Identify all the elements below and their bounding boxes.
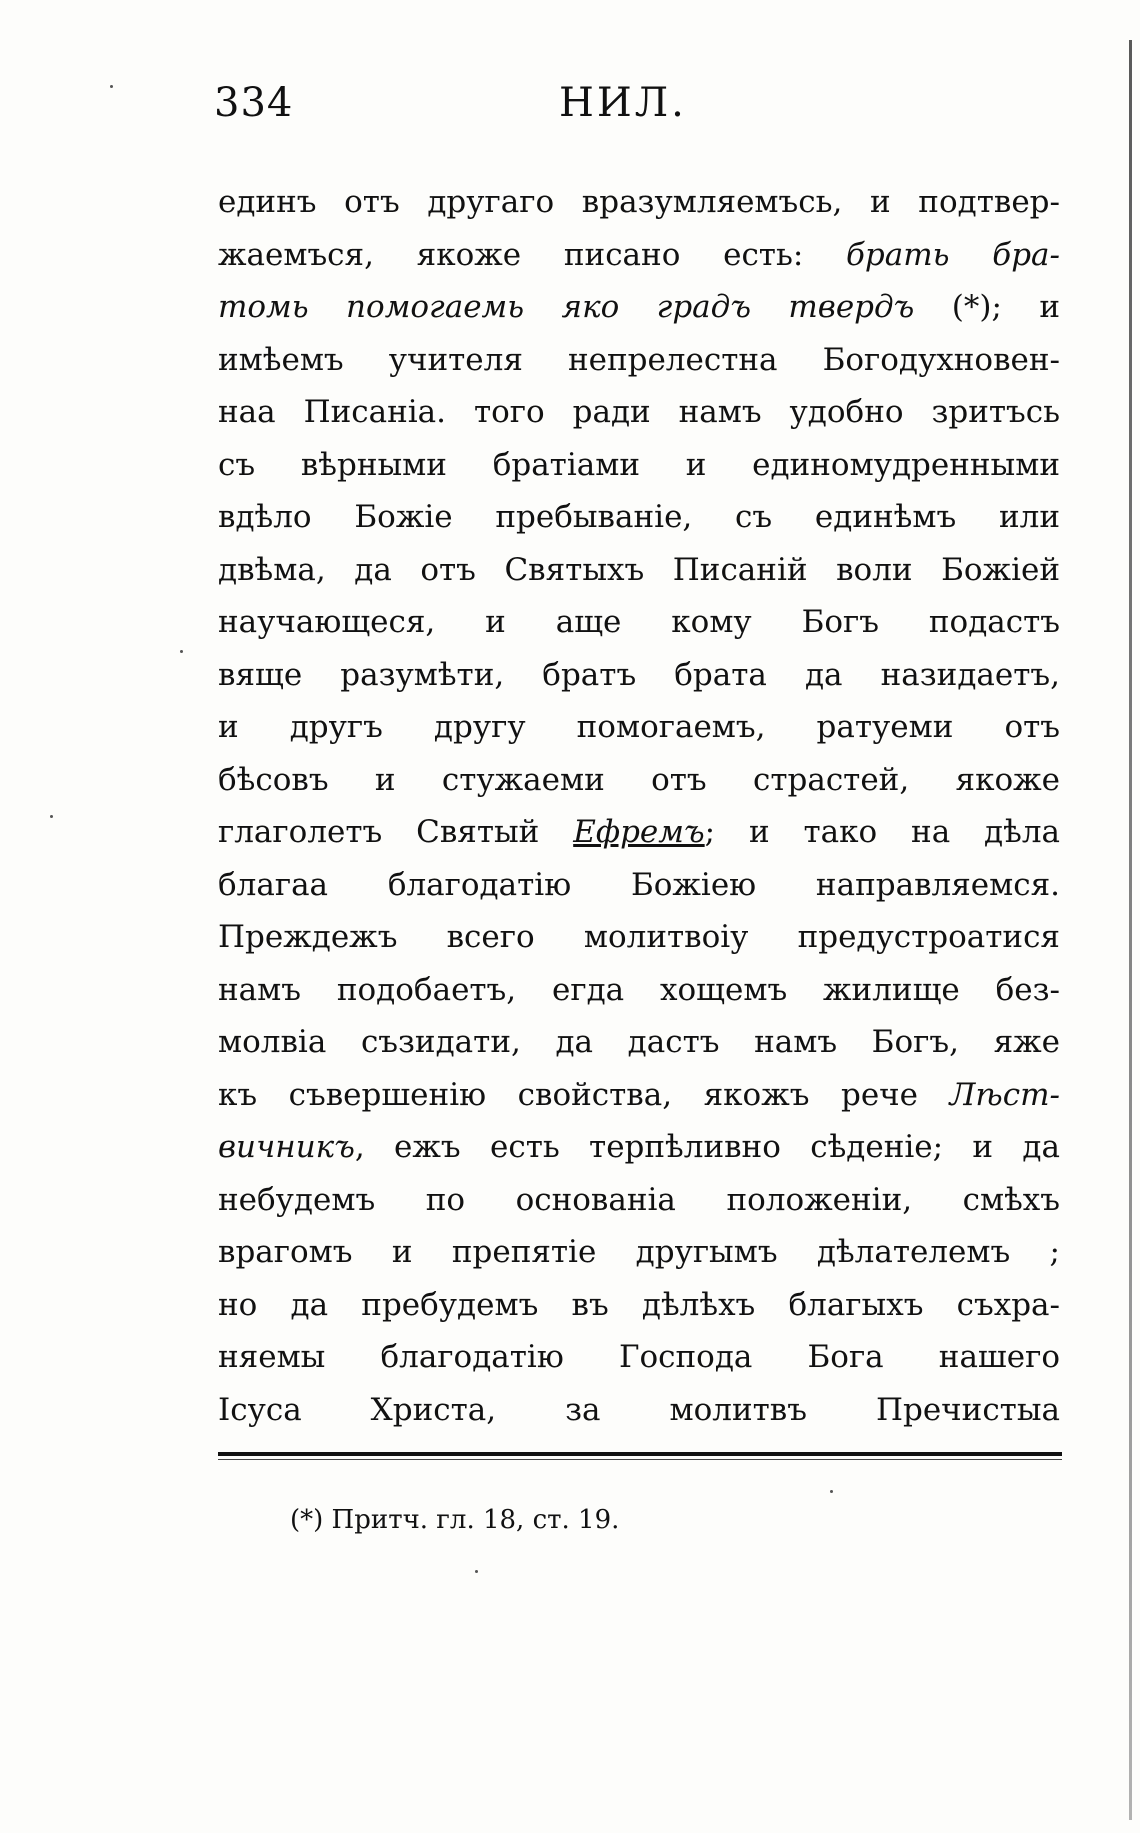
running-head: НИЛ. xyxy=(559,80,687,126)
scan-speck xyxy=(180,650,183,653)
text-line xyxy=(218,701,1060,754)
page-number: 334 xyxy=(214,80,294,126)
text-line xyxy=(218,439,1060,492)
text-run: ; и тако на дѣла xyxy=(704,814,1060,850)
text-line xyxy=(218,911,1060,964)
scan-speck xyxy=(475,1570,478,1573)
text-run: научающеся, и аще кому Богъ подастъ xyxy=(218,604,1060,640)
text-run: благаа благодатію Божіею направляемся. xyxy=(218,866,1060,903)
text-run: и другъ другу помогаемъ, ратуеми отъ xyxy=(218,709,1060,745)
text-run: двѣма, да отъ Святыхъ Писаній воли Божіей xyxy=(218,551,1060,588)
text-line xyxy=(218,1069,1060,1122)
footnote: (*) Притч. гл. 18, ст. 19. xyxy=(290,1505,620,1535)
text-line xyxy=(218,281,1060,334)
text-line xyxy=(218,859,1060,912)
author-name-italic: вичникъ xyxy=(218,1129,355,1165)
text-run: съ вѣрными братіами и единомудренными xyxy=(218,446,1060,483)
text-run: но да пребудемъ въ дѣлѣхъ благыхъ съхра- xyxy=(218,1286,1060,1323)
text-run: бѣсовъ и стужаеми отъ страстей, якоже xyxy=(218,761,1060,798)
text-line xyxy=(218,229,1060,282)
quotation-italic: брать бра- xyxy=(846,236,1060,273)
scan-speck xyxy=(110,85,113,88)
text-run: Преждежъ всего молитвоіу предустроатися xyxy=(218,919,1060,955)
text-run: намъ подобаетъ, егда хощемъ жилище без- xyxy=(218,971,1060,1008)
footnote-separator-thin-rule xyxy=(218,1459,1062,1460)
text-run: наа Писаніа. того ради намъ удобно зритъсь xyxy=(218,394,1060,430)
text-run: Ісуса Христа, за молитвъ Пречистыа xyxy=(218,1391,1060,1428)
text-run: единъ отъ другаго вразумляемъсь, и подтвер- xyxy=(218,184,1060,220)
footnote-reference: (*); и xyxy=(914,289,1060,325)
text-run: къ съвершенію свойства, якожъ рече xyxy=(218,1076,950,1113)
text-run: няемы благодатію Господа Бога нашего xyxy=(218,1339,1060,1375)
quotation-italic: томь помогаемь яко градъ твердъ xyxy=(218,289,915,325)
page-edge-shadow xyxy=(1129,40,1132,1820)
text-run: молвіа съзидати, да дастъ намъ Богъ, яже xyxy=(218,1024,1060,1060)
text-line xyxy=(218,1121,1060,1174)
text-run: , ежъ есть терпѣливно сѣденіе; и да xyxy=(354,1129,1060,1165)
text-run: глаголетъ Святый xyxy=(218,814,574,850)
text-line xyxy=(218,176,1060,229)
scan-speck xyxy=(830,1490,833,1493)
text-run: вяще разумѣти, братъ брата да назидаетъ, xyxy=(218,656,1060,693)
text-line xyxy=(218,754,1060,807)
text-line xyxy=(218,334,1060,387)
text-run: небудемъ по основаніа положеніи, смѣхъ xyxy=(218,1181,1060,1218)
page-header xyxy=(214,80,1064,140)
text-line xyxy=(218,386,1060,439)
author-name-italic: Лѣст- xyxy=(949,1076,1060,1113)
text-line xyxy=(218,1279,1060,1332)
text-line xyxy=(218,964,1060,1017)
text-line xyxy=(218,1331,1060,1384)
text-line xyxy=(218,806,1060,859)
text-run: жаемъся, якоже писано есть: xyxy=(218,236,847,273)
text-line xyxy=(218,1016,1060,1069)
footnote-separator-rule xyxy=(218,1452,1062,1456)
text-run: имѣемъ учителя непрелестна Богодухновен- xyxy=(218,341,1060,378)
author-name-italic: Ефремъ xyxy=(573,814,705,850)
text-run: врагомъ и препятіе другымъ дѣлателемъ ; xyxy=(218,1234,1060,1270)
text-line xyxy=(218,491,1060,544)
text-line xyxy=(218,1226,1060,1279)
body-text xyxy=(218,176,1060,1436)
text-line xyxy=(218,1384,1060,1437)
scan-speck xyxy=(50,815,53,818)
text-run: вдѣло Божіе пребываніе, съ единѣмъ или xyxy=(218,499,1060,535)
text-line xyxy=(218,649,1060,702)
text-line xyxy=(218,596,1060,649)
text-line xyxy=(218,544,1060,597)
text-line xyxy=(218,1174,1060,1227)
